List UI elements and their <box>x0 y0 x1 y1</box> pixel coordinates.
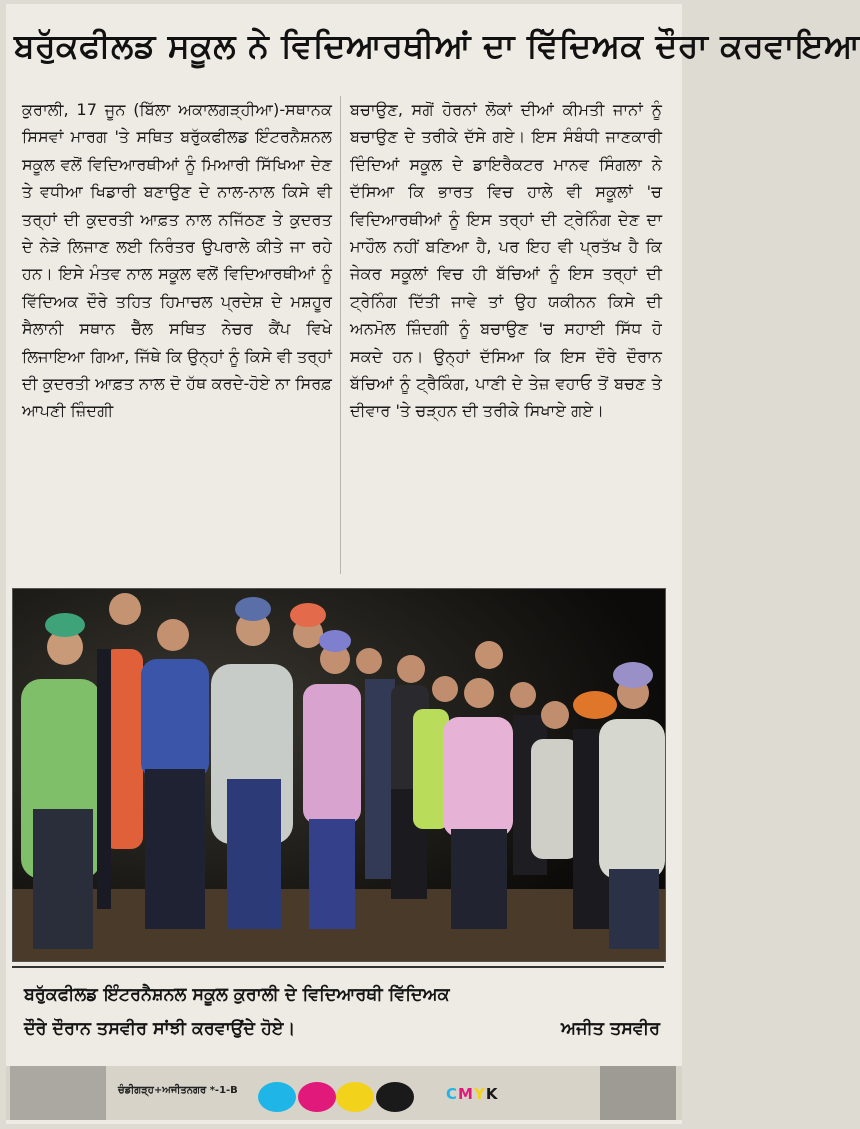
headline: ਬਰੁੱਕਫੀਲਡ ਸਕੂਲ ਨੇ ਵਿਦਿਆਰਥੀਆਂ ਦਾ ਵਿੱਦਿਅਕ ਦੌਰਾ ਕਰਵਾਇਆ <box>14 26 860 65</box>
cyan-registration-dot <box>258 1082 296 1112</box>
yellow-registration-dot <box>336 1082 374 1112</box>
black-registration-dot <box>376 1082 414 1112</box>
dateline: ਕੁਰਾਲੀ, 17 ਜੂਨ (ਬਿੱਲਾ ਅਕਾਲਗੜ੍ਹੀਆ)- <box>22 100 286 119</box>
caption-line-1: ਬਰੁੱਕਫੀਲਡ ਇੰਟਰਨੈਸ਼ਨਲ ਸਕੂਲ ਕੁਰਾਲੀ ਦੇ ਵਿਦਿਆਰਥੀ ਵਿੱਦਿਅਕ <box>24 985 450 1005</box>
cmyk-c: C <box>446 1085 459 1103</box>
body-text-left: ਸਥਾਨਕ ਸਿਸਵਾਂ ਮਾਰਗ 'ਤੇ ਸਥਿਤ ਬਰੁੱਕਫੀਲਡ ਇੰਟਰਨੈਸ਼ਨਲ ਸਕੂਲ ਵਲੋਂ ਵਿਦਿਆਰਥੀਆਂ ਨੂੰ ਮਿਆਰੀ ਸਿੱਖਿਆ ਦੇਣ ਤੇ ਵਧੀਆ ਖਿਡਾਰੀ ਬਣਾਉਣ ਦੇ ਨਾਲ-ਨਾਲ ਕਿਸੇ ਵੀ ਤਰ੍ਹਾਂ ਦੀ ਕੁਦਰਤੀ ਆਫ਼ਤ ਨਾਲ ਨਜਿੱਠਣ ਤੇ ਕੁਦਰਤ ਦੇ ਨੇੜੇ ਲਿਜਾਣ ਲਈ ਨਿਰੰਤਰ ਉਪਰਾਲੇ ਕੀਤੇ ਜਾ ਰਹੇ ਹਨ। ਇਸੇ ਮੰਤਵ ਨਾਲ ਸਕੂਲ ਵਲੋਂ ਵਿਦਿਆਰਥੀਆਂ ਨੂੰ ਵਿੱਦਿਅਕ ਦੌਰੇ ਤਹਿਤ ਹਿਮਾਚਲ ਪ੍ਰਦੇਸ਼ ਦੇ ਮਸ਼ਹੂਰ ਸੈਲਾਨੀ ਸਥਾਨ ਚੈੱਲ ਸਥਿਤ ਨੇਚਰ ਕੈਂਪ ਵਿਖੇ ਲਿਜਾਇਆ ਗਿਆ, ਜਿੱਥੇ ਕਿ ਉਨ੍ਹਾਂ ਨੂੰ ਕਿਸੇ ਵੀ ਤਰ੍ਹਾਂ ਦੀ ਕੁਦਰਤੀ ਆਫ਼ਤ ਨਾਲ ਦੋ ਹੱਥ ਕਰਦੇ-ਹੋਏ ਨਾ ਸਿਰਫ਼ ਆਪਣੀ ਜ਼ਿੰਦਗੀ <box>22 100 332 421</box>
magenta-registration-dot <box>298 1082 336 1112</box>
group-photo <box>12 588 666 962</box>
cmyk-m: M <box>458 1085 474 1103</box>
body-text-right: ਬਚਾਉਣ, ਸਗੋਂ ਹੋਰਨਾਂ ਲੋਕਾਂ ਦੀਆਂ ਕੀਮਤੀ ਜਾਨਾਂ ਨੂੰ ਬਚਾਉਣ ਦੇ ਤਰੀਕੇ ਦੱਸੇ ਗਏ। ਇਸ ਸੰਬੰਧੀ ਜਾਣਕਾਰੀ ਦਿੰਦਿਆਂ ਸਕੂਲ ਦੇ ਡਾਇਰੈਕਟਰ ਮਾਨਵ ਸਿੰਗਲਾ ਨੇ ਦੱਸਿਆ ਕਿ ਭਾਰਤ ਵਿਚ ਹਾਲੇ ਵੀ ਸਕੂਲਾਂ 'ਚ ਵਿਦਿਆਰਥੀਆਂ ਨੂੰ ਇਸ ਤਰ੍ਹਾਂ ਦੀ ਟ੍ਰੇਨਿੰਗ ਦੇਣ ਦਾ ਮਾਹੌਲ ਨਹੀਂ ਬਣਿਆ ਹੈ, ਪਰ ਇਹ ਵੀ ਪ੍ਰਤੱਖ ਹੈ ਕਿ ਜੇਕਰ ਸਕੂਲਾਂ ਵਿਚ ਹੀ ਬੱਚਿਆਂ ਨੂੰ ਇਸ ਤਰ੍ਹਾਂ ਦੀ ਟ੍ਰੇਨਿੰਗ ਦਿੱਤੀ ਜਾਵੇ ਤਾਂ ਉਹ ਯਕੀਨਨ ਕਿਸੇ ਦੀ ਅਨਮੋਲ ਜ਼ਿੰਦਗੀ ਨੂੰ ਬਚਾਉਣ 'ਚ ਸਹਾਈ ਸਿੱਧ ਹੋ ਸਕਦੇ ਹਨ। ਉਨ੍ਹਾਂ ਦੱਸਿਆ ਕਿ ਇਸ ਦੌਰੇ ਦੌਰਾਨ ਬੱਚਿਆਂ ਨੂੰ ਟ੍ਰੈਕਿੰਗ, ਪਾਣੀ ਦੇ ਤੇਜ਼ ਵਹਾਓ ਤੋਂ ਬਚਣ ਤੇ ਦੀਵਾਰ 'ਤੇ ਚੜ੍ਹਨ ਦੀ ਤਰੀਕੇ ਸਿਖਾਏ ਗਏ। <box>350 100 662 421</box>
registration-blob-left <box>10 1066 106 1120</box>
group-photo-illustration <box>13 589 665 961</box>
registration-blob-right <box>600 1066 676 1120</box>
caption-divider <box>12 966 664 968</box>
column-divider <box>340 96 341 574</box>
article-column-right <box>350 96 662 574</box>
caption-line-2: ਦੌਰੇ ਦੌਰਾਨ ਤਸਵੀਰ ਸਾਂਝੀ ਕਰਵਾਉਂਦੇ ਹੋਏ। <box>24 1019 296 1039</box>
cmyk-y: Y <box>473 1085 486 1103</box>
photo-caption <box>24 978 660 1064</box>
edition-label: ਚੰਡੀਗੜ੍ਹ+ਅਜੀਤਨਗਰ *-1-B <box>118 1085 238 1096</box>
photo-credit: ਅਜੀਤ ਤਸਵੀਰ <box>561 1019 660 1039</box>
article-column-left <box>22 96 332 574</box>
caption-line-2-row <box>24 1012 660 1046</box>
cmyk-mark <box>446 1085 498 1103</box>
cmyk-k: K <box>485 1085 499 1103</box>
